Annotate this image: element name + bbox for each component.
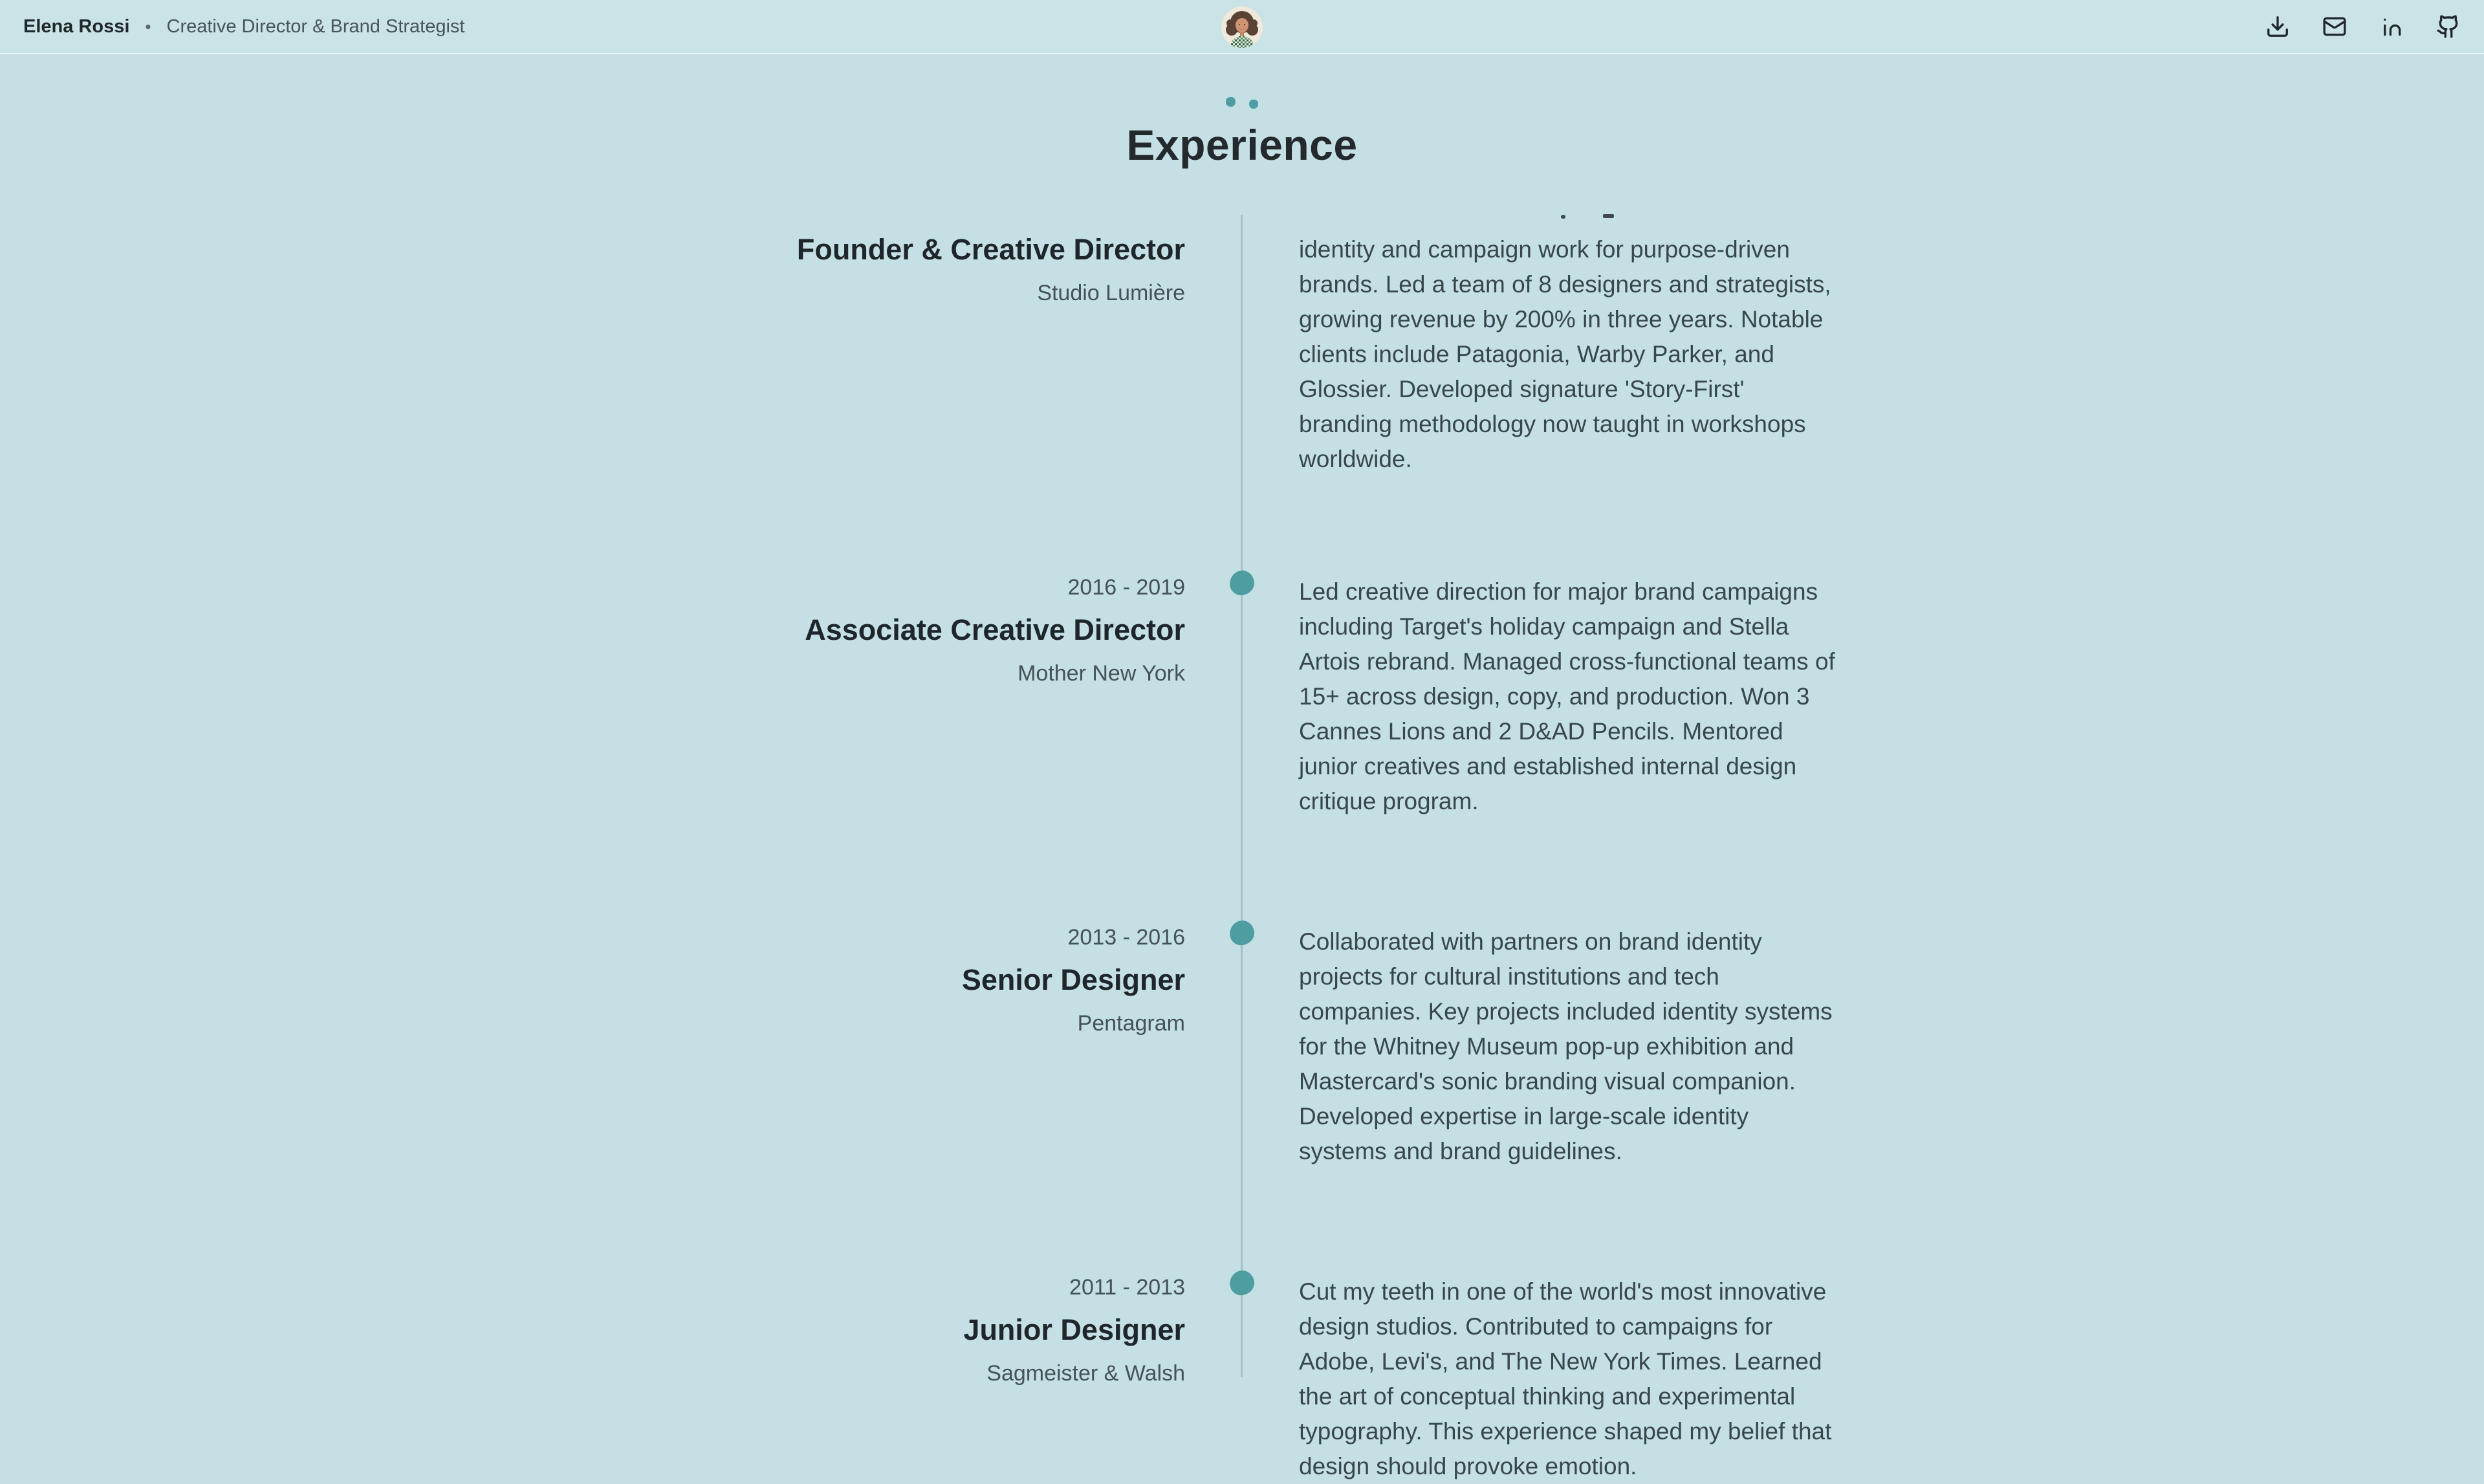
site-header bbox=[0, 0, 2484, 54]
entry-meta bbox=[739, 1274, 1185, 1484]
experience-entry bbox=[739, 1274, 1836, 1484]
job-title: Junior Designer bbox=[963, 1313, 1185, 1346]
date-range: 2013 - 2016 bbox=[1067, 925, 1185, 950]
job-description: Collaborated with partners on brand identity projects for cultural institutions and tech companies. Key projects included identity systems for the Whitney Museum pop-up exhibition and Mastercard's sonic branding visual companion. Developed expertise in large-scale identity systems and brand guidelines. bbox=[1299, 928, 1833, 1164]
clipped-text-remnant bbox=[1603, 214, 1614, 218]
job-title: Associate Creative Director bbox=[805, 613, 1185, 646]
linkedin-icon[interactable] bbox=[2379, 14, 2404, 39]
entry-body bbox=[1299, 924, 1836, 1169]
timeline-dot-icon bbox=[1228, 569, 1256, 597]
person-role-subtitle: Creative Director & Brand Strategist bbox=[166, 16, 465, 37]
timeline-dot-icon bbox=[1228, 919, 1256, 947]
teal-dot-icon bbox=[1249, 100, 1258, 109]
company-name: Studio Lumière bbox=[1037, 281, 1185, 305]
section-decoration-dots bbox=[0, 97, 2484, 110]
job-description: Cut my teeth in one of the world's most innovative design studios. Contributed to campaigns for Adobe, Levi's, and The New York Times. Learned the art of conceptual thinking and experimental typography. This experience shaped my belief that design should provoke emotion. bbox=[1299, 1278, 1832, 1479]
job-description: Led creative direction for major brand campaigns including Target's holiday campaign and Stella Artois rebrand. Managed cross-functional teams of 15+ across design, copy, and production. Won 3 Cannes Lions and 2 D&AD Pencils. Mentored junior creatives and established internal design critique program. bbox=[1299, 578, 1835, 814]
company-name: Pentagram bbox=[1077, 1011, 1185, 1036]
date-range: 2016 - 2019 bbox=[1067, 575, 1185, 600]
company-name: Sagmeister & Walsh bbox=[986, 1361, 1185, 1386]
header-action-icons bbox=[2265, 14, 2461, 39]
experience-entry bbox=[739, 224, 1836, 477]
mail-icon[interactable] bbox=[2322, 14, 2347, 39]
date-range: 2011 - 2013 bbox=[1069, 1275, 1185, 1300]
experience-entry bbox=[739, 574, 1836, 819]
entry-body bbox=[1299, 574, 1836, 819]
entry-meta bbox=[739, 224, 1185, 477]
company-name: Mother New York bbox=[1018, 661, 1185, 686]
avatar bbox=[1221, 6, 1263, 48]
entry-body bbox=[1299, 224, 1836, 477]
separator-dot: • bbox=[145, 16, 151, 36]
experience-timeline bbox=[739, 224, 1836, 1484]
entry-meta bbox=[739, 574, 1185, 819]
github-icon[interactable] bbox=[2436, 14, 2461, 39]
identity-block bbox=[23, 16, 464, 38]
entry-meta bbox=[739, 924, 1185, 1169]
job-description: identity and campaign work for purpose-driven brands. Led a team of 8 designers and strategists, growing revenue by 200% in three years. Notable clients include Patagonia, Warby Parker, and Glossier. Developed signature 'Story-First' branding methodology now taught in workshops worldwide. bbox=[1299, 236, 1831, 472]
clipped-text-remnant bbox=[1561, 215, 1565, 219]
page-title: Experience bbox=[1126, 121, 1358, 169]
download-icon[interactable] bbox=[2265, 14, 2290, 39]
experience-entry bbox=[739, 924, 1836, 1169]
job-title: Senior Designer bbox=[961, 963, 1185, 996]
person-name: Elena Rossi bbox=[23, 16, 130, 37]
teal-dot-icon bbox=[1226, 97, 1236, 107]
job-title: Founder & Creative Director bbox=[796, 233, 1185, 266]
entry-body bbox=[1299, 1274, 1836, 1484]
timeline-dot-icon bbox=[1228, 1269, 1256, 1297]
